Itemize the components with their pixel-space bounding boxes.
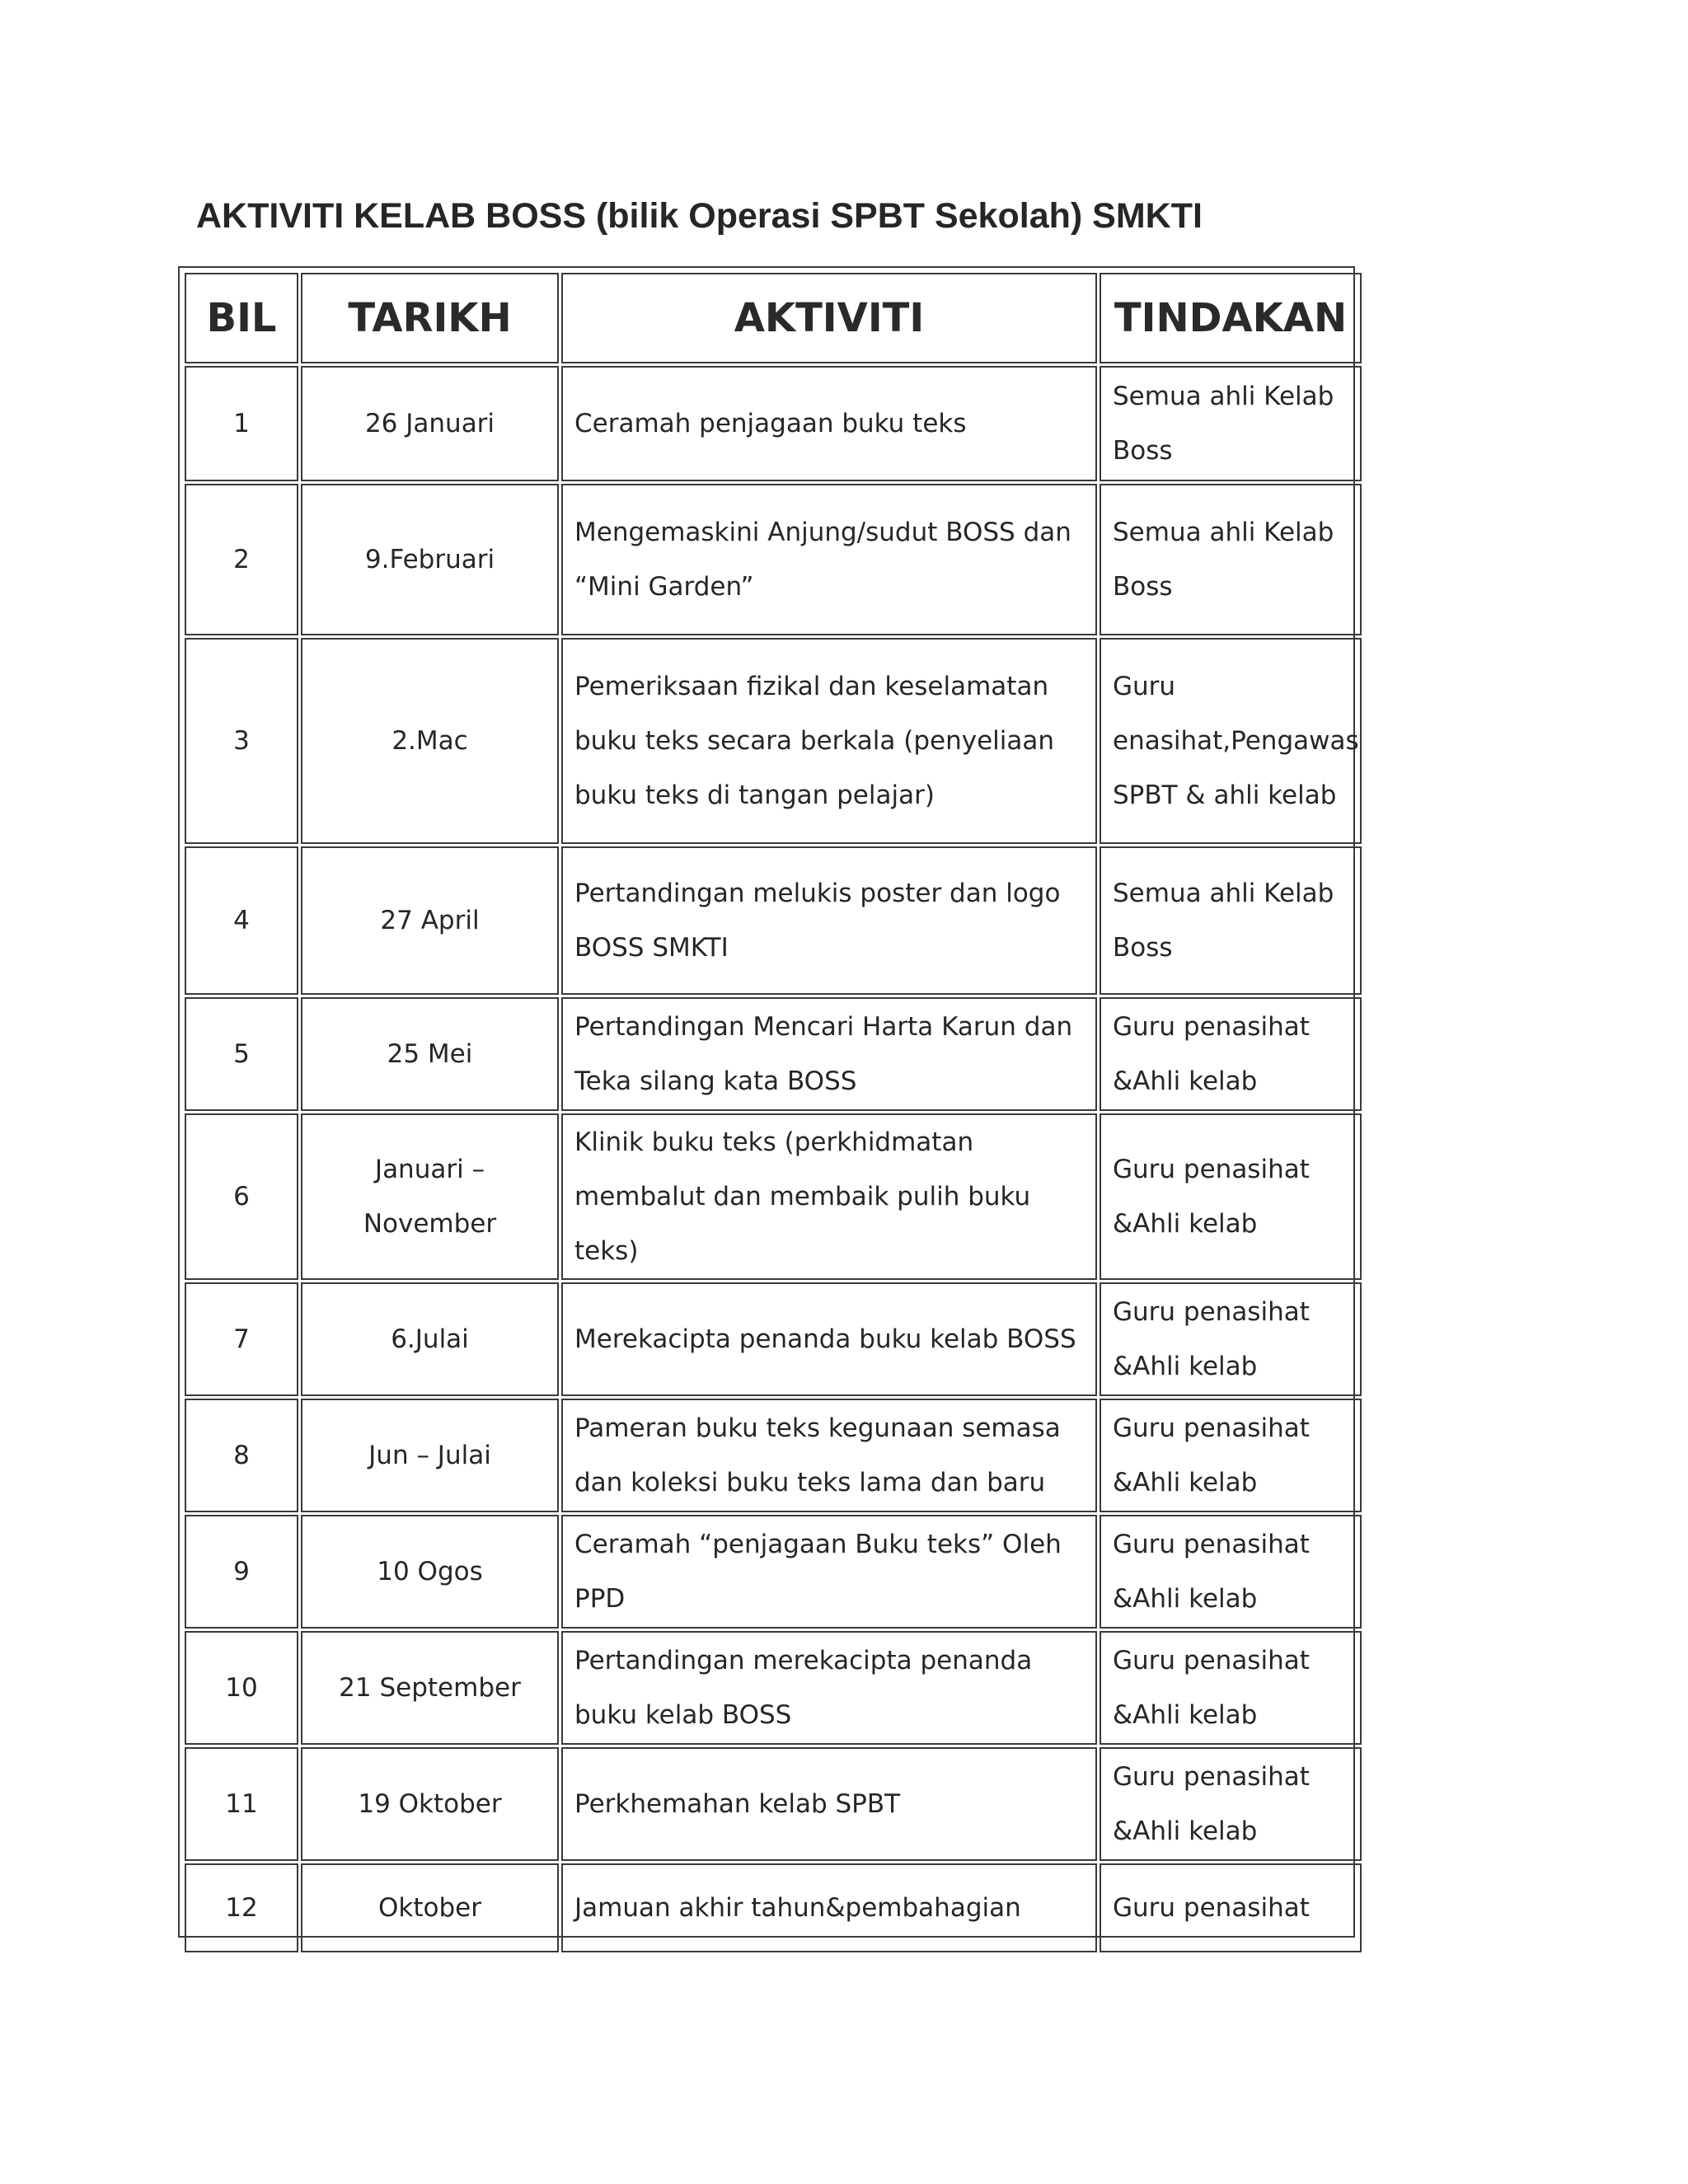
- header-tindakan: TINDAKAN: [1100, 273, 1362, 363]
- header-tarikh: TARIKH: [301, 273, 559, 363]
- cell-tarikh: Januari – November: [301, 1113, 559, 1280]
- cell-tarikh: 2.Mac: [301, 638, 559, 844]
- table-row: [185, 1747, 1362, 1861]
- table-row: [185, 1282, 1362, 1396]
- cell-tindakan: Guru penasihat &Ahli kelab: [1100, 1515, 1362, 1629]
- cell-bil: 9: [185, 1515, 298, 1629]
- cell-tarikh: 25 Mei: [301, 997, 559, 1111]
- cell-bil: 7: [185, 1282, 298, 1396]
- cell-tarikh: 6.Julai: [301, 1282, 559, 1396]
- cell-tarikh: 9.Februari: [301, 484, 559, 635]
- cell-tindakan: Guru penasihat &Ahli kelab: [1100, 997, 1362, 1111]
- cell-tarikh: 27 April: [301, 846, 559, 995]
- table-row: [185, 1399, 1362, 1512]
- cell-tindakan: Guru penasihat &Ahli kelab: [1100, 1113, 1362, 1280]
- cell-tindakan: Guru penasihat &Ahli kelab: [1100, 1282, 1362, 1396]
- cell-tarikh: 21 September: [301, 1631, 559, 1745]
- cell-tindakan: Semua ahli Kelab Boss: [1100, 846, 1362, 995]
- cell-bil: 11: [185, 1747, 298, 1861]
- cell-bil: 12: [185, 1863, 298, 1952]
- cell-tindakan: Semua ahli Kelab Boss: [1100, 366, 1362, 481]
- header-bil: BIL: [185, 273, 298, 363]
- table-row: [185, 846, 1362, 995]
- activity-table-frame: [178, 266, 1359, 1938]
- cell-tindakan: Guru penasihat &Ahli kelab: [1100, 1399, 1362, 1512]
- cell-tarikh: 26 Januari: [301, 366, 559, 481]
- table-row: [185, 484, 1362, 635]
- table-row: [185, 1863, 1362, 1952]
- table-row: [185, 997, 1362, 1111]
- table-row: [185, 366, 1362, 481]
- cell-bil: 1: [185, 366, 298, 481]
- header-aktiviti: AKTIVITI: [561, 273, 1097, 363]
- table-row: [185, 1515, 1362, 1629]
- cell-bil: 8: [185, 1399, 298, 1512]
- cell-tindakan: Guru enasihat,Pengawas SPBT & ahli kelab: [1100, 638, 1362, 844]
- cell-tindakan: Guru penasihat &Ahli kelab: [1100, 1747, 1362, 1861]
- cell-tarikh: Oktober: [301, 1863, 559, 1952]
- table-row: [185, 1113, 1362, 1280]
- cell-tindakan: Semua ahli Kelab Boss: [1100, 484, 1362, 635]
- cell-bil: 3: [185, 638, 298, 844]
- cell-tindakan: Guru penasihat &Ahli kelab: [1100, 1631, 1362, 1745]
- cell-aktiviti: Ceramah penjagaan buku teks: [561, 366, 1097, 481]
- cell-bil: 5: [185, 997, 298, 1111]
- cell-aktiviti: Klinik buku teks (perkhidmatan membalut dan membaik pulih buku teks): [561, 1113, 1097, 1280]
- cell-aktiviti: Jamuan akhir tahun&pembahagian: [561, 1863, 1097, 1952]
- cell-aktiviti: Pertandingan melukis poster dan logo BOSS SMKTI: [561, 846, 1097, 995]
- cell-aktiviti: Pertandingan Mencari Harta Karun dan Teka silang kata BOSS: [561, 997, 1097, 1111]
- cell-aktiviti: Pameran buku teks kegunaan semasa dan koleksi buku teks lama dan baru: [561, 1399, 1097, 1512]
- cell-aktiviti: Pemeriksaan fizikal dan keselamatan buku teks secara berkala (penyeliaan buku teks di tangan pelajar): [561, 638, 1097, 844]
- cell-bil: 6: [185, 1113, 298, 1280]
- cell-bil: 2: [185, 484, 298, 635]
- cell-aktiviti: Mengemaskini Anjung/sudut BOSS dan “Mini Garden”: [561, 484, 1097, 635]
- cell-aktiviti: Perkhemahan kelab SPBT: [561, 1747, 1097, 1861]
- cell-bil: 4: [185, 846, 298, 995]
- cell-aktiviti: Merekacipta penanda buku kelab BOSS: [561, 1282, 1097, 1396]
- cell-tarikh: 19 Oktober: [301, 1747, 559, 1861]
- table-row: [185, 638, 1362, 844]
- cell-tindakan: Guru penasihat: [1100, 1863, 1362, 1952]
- cell-tarikh: 10 Ogos: [301, 1515, 559, 1629]
- page-title: AKTIVITI KELAB BOSS (bilik Operasi SPBT Sekolah) SMKTI: [196, 196, 1203, 236]
- header-row: [185, 273, 1362, 363]
- cell-aktiviti: Pertandingan merekacipta penanda buku kelab BOSS: [561, 1631, 1097, 1745]
- cell-tarikh: Jun – Julai: [301, 1399, 559, 1512]
- activity-table: [182, 270, 1364, 1955]
- table-row: [185, 1631, 1362, 1745]
- cell-bil: 10: [185, 1631, 298, 1745]
- cell-aktiviti: Ceramah “penjagaan Buku teks” Oleh PPD: [561, 1515, 1097, 1629]
